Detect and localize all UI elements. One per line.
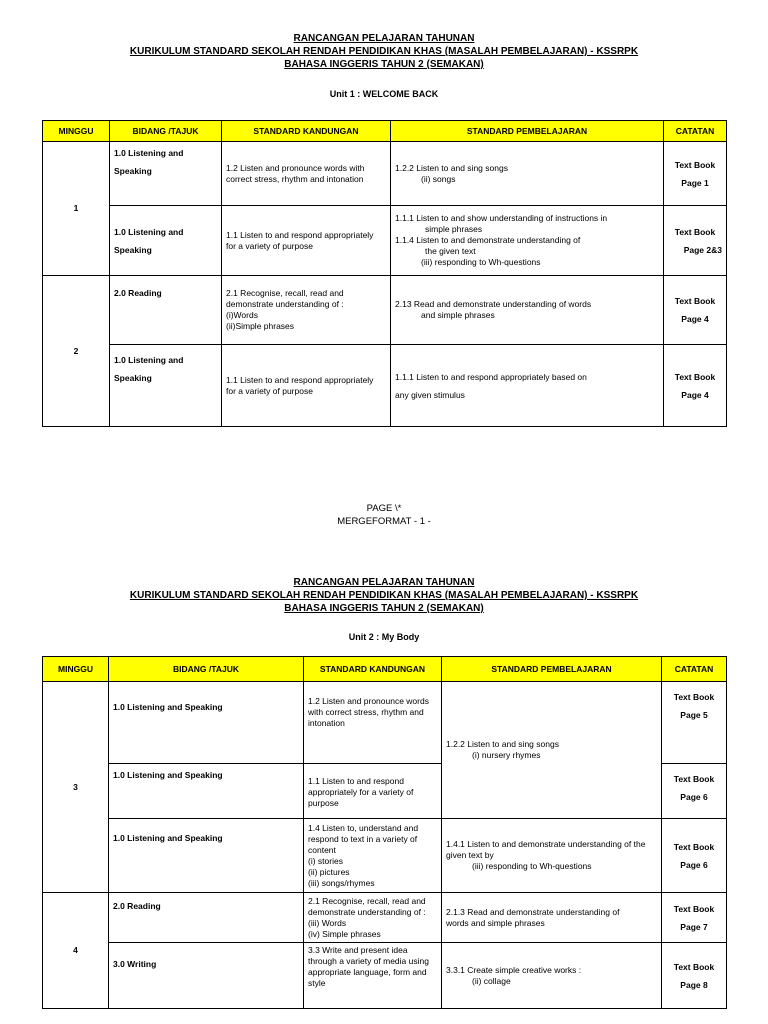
table-row [43, 943, 727, 1009]
pembelajaran-cell: 1.1.1 Listen to and show understanding of instructions in simple phrases 1.1.4 Listen to and demonstrate understanding of the given text (iii) responding to Wh-questions [391, 206, 664, 276]
bidang-cell: 2.0 Reading [109, 893, 304, 943]
bidang-cell: 1.0 Listening and Speaking [110, 206, 222, 276]
kandungan-cell: 1.1 Listen to and respond appropriately for a variety of purpose [304, 764, 442, 819]
page-footer [0, 502, 768, 528]
catatan-cell: Text Book Page 1 [664, 142, 727, 206]
col-bidang: BIDANG /TAJUK [109, 657, 304, 682]
catatan-cell: Text Book Page 2&3 [664, 206, 727, 276]
col-kandungan: STANDARD KANDUNGAN [304, 657, 442, 682]
minggu-cell: 4 [43, 893, 109, 1009]
bidang-cell: 1.0 Listening and Speaking [109, 682, 304, 764]
col-bidang: BIDANG /TAJUK [110, 121, 222, 142]
page2-header [0, 576, 768, 615]
bidang-cell: 1.0 Listening and Speaking [110, 345, 222, 427]
col-minggu: MINGGU [43, 657, 109, 682]
footer-field-code: PAGE \* [366, 503, 402, 514]
kandungan-cell: 2.1 Recognise, recall, read and demonstrate understanding of : (i)Words (ii)Simple phrases [222, 276, 391, 345]
page1-header-subject: BAHASA INGGERIS TAHUN 2 (SEMAKAN) [284, 59, 484, 70]
bidang-cell: 1.0 Listening and Speaking [109, 764, 304, 819]
kandungan-cell: 1.2 Listen and pronounce words with correct stress, rhythm and intonation [304, 682, 442, 764]
kandungan-cell: 3.3 Write and present idea through a variety of media using appropriate language, form and style [304, 943, 442, 1009]
catatan-cell: Text Book Page 4 [664, 345, 727, 427]
page1-table [42, 120, 727, 427]
pembelajaran-cell: 1.4.1 Listen to and demonstrate understanding of the given text by (iii) responding to Wh-questions [442, 819, 662, 893]
pembelajaran-cell: 1.1.1 Listen to and respond appropriately based on any given stimulus [391, 345, 664, 427]
col-pembelajaran: STANDARD PEMBELAJARAN [442, 657, 662, 682]
minggu-cell: 3 [43, 682, 109, 893]
catatan-cell: Text Book Page 8 [662, 943, 727, 1009]
table-row [43, 276, 727, 345]
catatan-cell: Text Book Page 6 [662, 819, 727, 893]
page1-unit-title: Unit 1 : WELCOME BACK [329, 89, 439, 99]
page1-header [0, 32, 768, 71]
footer-page-number: MERGEFORMAT - 1 - [337, 516, 431, 527]
pembelajaran-cell: 1.2.2 Listen to and sing songs (i) nursery rhymes [442, 682, 662, 819]
bidang-cell: 1.0 Listening and Speaking [109, 819, 304, 893]
table-row [43, 345, 727, 427]
minggu-cell: 1 [43, 142, 110, 276]
table-row [43, 682, 727, 764]
kandungan-cell: 1.2 Listen and pronounce words with correct stress, rhythm and intonation [222, 142, 391, 206]
col-pembelajaran: STANDARD PEMBELAJARAN [391, 121, 664, 142]
page2-header-subject: BAHASA INGGERIS TAHUN 2 (SEMAKAN) [284, 603, 484, 614]
pembelajaran-cell: 3.3.1 Create simple creative works : (ii) collage [442, 943, 662, 1009]
catatan-cell: Text Book Page 6 [662, 764, 727, 819]
table-row [43, 893, 727, 943]
bidang-cell: 1.0 Listening and Speaking [110, 142, 222, 206]
page2-unit-title: Unit 2 : My Body [348, 632, 420, 642]
bidang-cell: 3.0 Writing [109, 943, 304, 1009]
table-row [43, 819, 727, 893]
bidang-cell: 2.0 Reading [110, 276, 222, 345]
pembelajaran-cell: 2.1.3 Read and demonstrate understanding of words and simple phrases [442, 893, 662, 943]
page1-header-title: RANCANGAN PELAJARAN TAHUNAN [293, 33, 475, 44]
catatan-cell: Text Book Page 4 [664, 276, 727, 345]
page1-header-curriculum: KURIKULUM STANDARD SEKOLAH RENDAH PENDIDIKAN KHAS (MASALAH PEMBELAJARAN) - KSSRPK [129, 46, 639, 57]
table-header-row [43, 121, 727, 142]
table-row [43, 142, 727, 206]
kandungan-cell: 1.4 Listen to, understand and respond to text in a variety of content (i) stories (ii) pictures (iii) songs/rhymes [304, 819, 442, 893]
page2-header-title: RANCANGAN PELAJARAN TAHUNAN [293, 577, 475, 588]
table-row [43, 206, 727, 276]
catatan-cell: Text Book Page 5 [662, 682, 727, 764]
kandungan-cell: 1.1 Listen to and respond appropriately for a variety of purpose [222, 345, 391, 427]
page2-header-curriculum: KURIKULUM STANDARD SEKOLAH RENDAH PENDIDIKAN KHAS (MASALAH PEMBELAJARAN) - KSSRPK [129, 590, 639, 601]
pembelajaran-cell: 1.2.2 Listen to and sing songs (ii) songs [391, 142, 664, 206]
minggu-cell: 2 [43, 276, 110, 427]
page2-table [42, 656, 727, 1009]
col-catatan: CATATAN [664, 121, 727, 142]
table-header-row [43, 657, 727, 682]
col-minggu: MINGGU [43, 121, 110, 142]
col-catatan: CATATAN [662, 657, 727, 682]
pembelajaran-cell: 2.13 Read and demonstrate understanding of words and simple phrases [391, 276, 664, 345]
catatan-cell: Text Book Page 7 [662, 893, 727, 943]
kandungan-cell: 1.1 Listen to and respond appropriately for a variety of purpose [222, 206, 391, 276]
col-kandungan: STANDARD KANDUNGAN [222, 121, 391, 142]
kandungan-cell: 2.1 Recognise, recall, read and demonstrate understanding of : (iii) Words (iv) Simple phrases [304, 893, 442, 943]
